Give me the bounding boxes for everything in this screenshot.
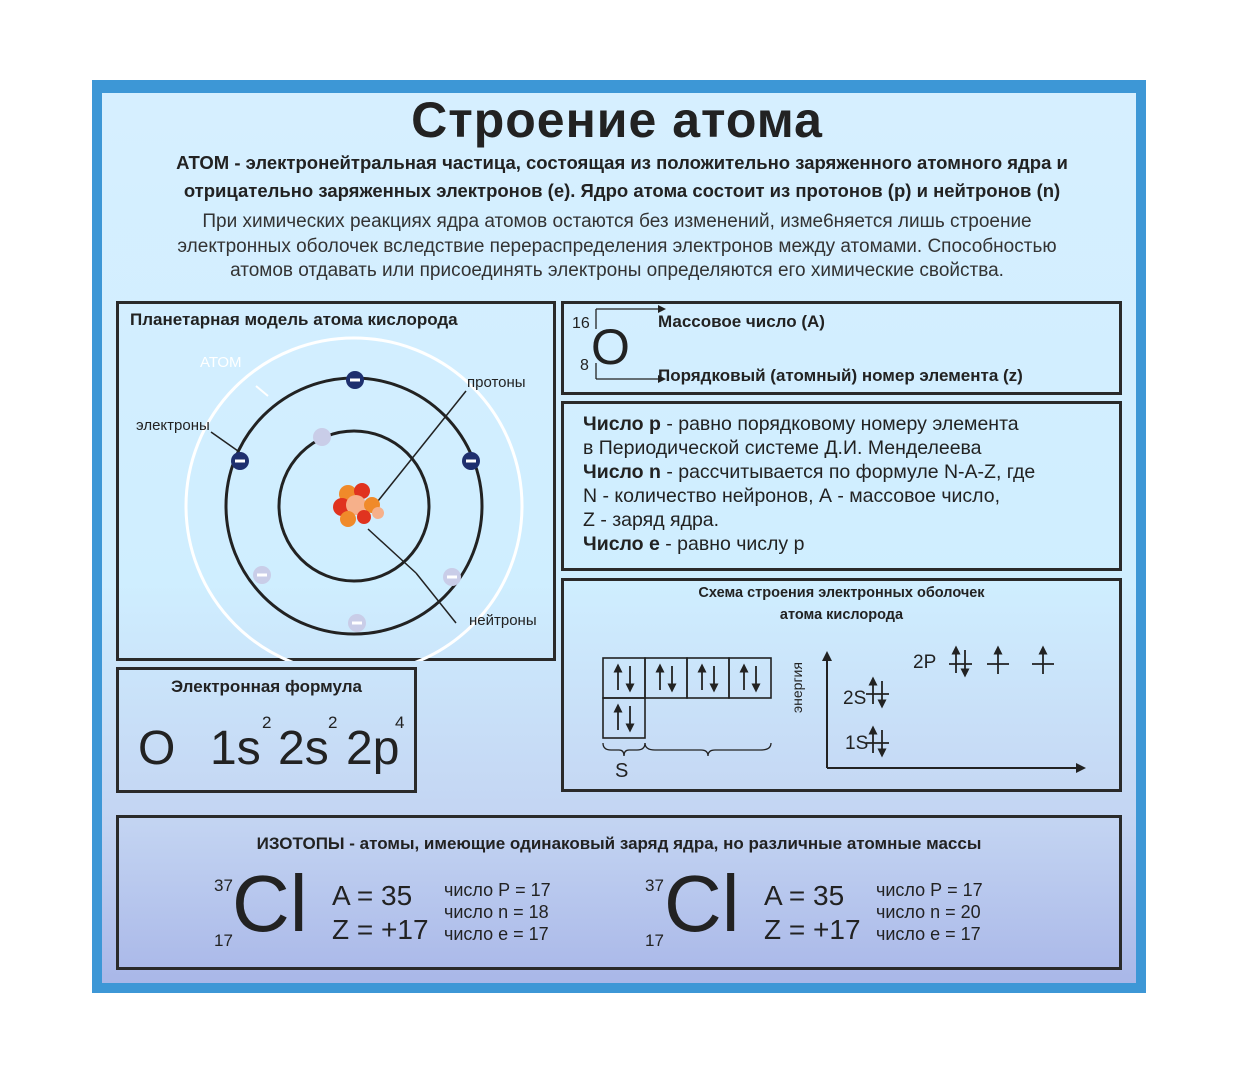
electron-top: [346, 371, 364, 389]
isotope-charge-number: 17: [645, 931, 664, 950]
mass-number: 16: [572, 315, 590, 332]
atomic-number: 8: [580, 357, 589, 374]
neutrons-label: нейтроны: [469, 612, 537, 629]
isotope-z: Z = +17: [764, 914, 861, 945]
level-1s-label: 1S: [845, 733, 869, 754]
isotope-p: число Р = 17: [876, 880, 983, 900]
p-desc: - равно порядковому номеру элемента: [660, 413, 1019, 435]
isotope-e: число е = 17: [876, 924, 981, 944]
n-line-1: [583, 461, 1035, 484]
isotope-mass-number: 37: [645, 876, 664, 895]
formula-element: O: [138, 722, 176, 775]
definition-line-2: отрицательно заряженных электронов (е). Ядро атома состоит из протонов (р) и нейтронов (n): [183, 180, 1061, 201]
electrons-label: электроны: [136, 417, 210, 434]
s-label: S: [615, 760, 629, 782]
mass-number-label: Массовое число (А): [658, 312, 825, 331]
scheme-title-1: Схема строения электронных оболочек: [698, 585, 985, 601]
orbital-cells: [603, 658, 771, 738]
electron-bottom: [348, 614, 366, 632]
electron-inner-top: [313, 428, 331, 446]
isotope-e: число е = 17: [444, 924, 549, 944]
formula-1s-exponent: 2: [262, 713, 272, 732]
order-number-label: Порядковый (атомный) номер элемента (z): [658, 366, 1023, 385]
p-line-2: в Периодической системе Д.И. Менделеева: [583, 437, 982, 459]
description-line-1: При химических реакциях ядра атомов остаются без изменений, изме6няется лишь строение: [202, 211, 1032, 232]
formula-2p-exponent: 4: [395, 713, 405, 732]
orbital-diagram: [561, 578, 1122, 792]
page-title: Строение атома: [411, 92, 823, 148]
electron-bottom-right: [443, 568, 461, 586]
isotope-a: A = 35: [332, 880, 413, 911]
isotope-a: A = 35: [764, 880, 845, 911]
isotope-symbol: Cl: [664, 859, 740, 948]
n-line-2: N - количество нейронов, А - массовое число,: [583, 485, 1001, 507]
isotope-charge-number: 17: [214, 931, 233, 950]
nucleus: [333, 483, 384, 527]
isotope-symbol: Cl: [232, 859, 308, 948]
p-brace: [645, 743, 771, 756]
element-symbol: O: [591, 319, 630, 375]
formula-2s: 2s: [278, 722, 329, 775]
planetary-model-title: Планетарная модель атома кислорода: [130, 310, 458, 329]
description-line-3: атомов отдавать или присоединять электроны определяются его химические свойства.: [230, 260, 1004, 281]
isotope-n: число n = 18: [444, 902, 549, 922]
isotope-z: Z = +17: [332, 914, 429, 945]
electron-right: [462, 452, 480, 470]
p-title: Число р: [583, 413, 661, 435]
e-desc: - равно числу р: [659, 533, 805, 555]
energy-label: энергия: [789, 662, 805, 713]
electron-left: [231, 452, 249, 470]
isotope-p: число Р = 17: [444, 880, 551, 900]
atom-label: АТОМ: [200, 354, 242, 371]
level-2s-label: 2S: [843, 688, 867, 709]
level-2p-label: 2P: [913, 652, 937, 673]
e-line: [583, 533, 804, 556]
e-title: Число е: [583, 533, 660, 555]
energy-level-arrows: [866, 650, 1054, 753]
isotope-n: число n = 20: [876, 902, 981, 922]
n-title: Число n: [583, 461, 661, 483]
n-desc: - рассчитывается по формуле N-A-Z, где: [660, 461, 1036, 483]
n-line-3: Z - заряд ядра.: [583, 509, 720, 531]
description-line-2: электронных оболочек вследствие перераспределения электронов между атомами. Способностью: [177, 236, 1057, 257]
formula-2s-exponent: 2: [328, 713, 338, 732]
electron-bottom-left: [253, 566, 271, 584]
formula-1s: 1s: [210, 722, 261, 775]
definition-line-1: АТОМ - электронейтральная частица, состоящая из положительно заряженного атомного ядра и: [176, 152, 1068, 173]
electron-formula-title: Электронная формула: [171, 677, 362, 696]
formula-2p: 2p: [346, 722, 400, 775]
scheme-title-2: атома кислорода: [779, 607, 904, 623]
atom-diagram: [116, 301, 556, 661]
p-line-1: [583, 413, 1019, 436]
protons-label: протоны: [467, 374, 526, 391]
isotope-mass-number: 37: [214, 876, 233, 895]
isotopes-title: ИЗОТОПЫ - атомы, имеющие одинаковый заряд ядра, но различные атомные массы: [256, 834, 982, 853]
s-brace: [603, 743, 645, 756]
